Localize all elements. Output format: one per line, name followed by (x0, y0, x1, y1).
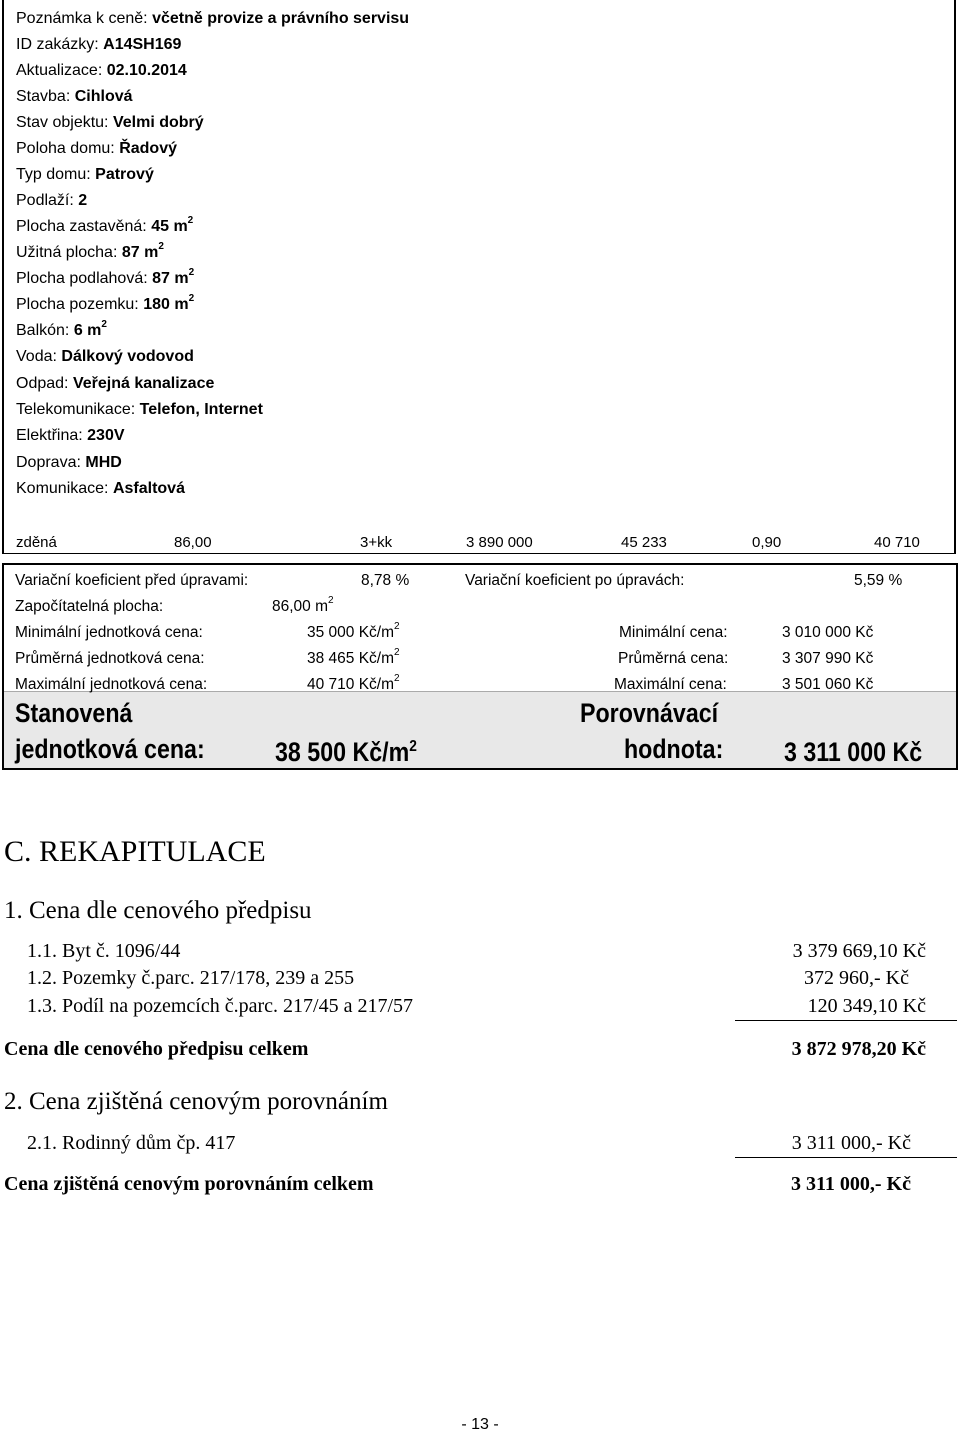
max-unit-label: Maximální jednotková cena: (15, 676, 208, 693)
property-label: Užitná plocha: (16, 244, 118, 261)
total2-label: Cena zjištěná cenovým porovnáním celkem (4, 1173, 374, 1195)
recap-item-label: 1.2. Pozemky č.parc. 217/178, 239 a 255 (27, 967, 355, 989)
property-label: Komunikace: (16, 480, 109, 497)
property-label: Stavba: (16, 88, 71, 105)
min-value: 3 010 000 Kč (782, 624, 874, 641)
superscript: 2 (158, 241, 164, 252)
superscript: 2 (328, 595, 334, 606)
property-row (16, 321, 107, 341)
property-label: Aktualizace: (16, 62, 103, 79)
property-value: 6 m (73, 322, 102, 339)
property-value: Velmi dobrý (112, 114, 204, 131)
var-before-label: Variační koeficient před úpravami: (15, 572, 249, 589)
property-row (16, 374, 214, 394)
property-label: Elektřina: (16, 427, 83, 444)
recap-item-label: 1.1. Byt č. 1096/44 (27, 940, 181, 962)
area-value: 86,00 m (272, 598, 329, 615)
comparative-label-2: hodnota: (624, 734, 724, 764)
superscript: 2 (188, 267, 195, 278)
comparison-cell: 3+kk (360, 534, 393, 551)
area-value-wrap (272, 595, 334, 616)
var-after-value: 5,59 % (854, 572, 903, 589)
superscript: 2 (394, 647, 400, 658)
min-label: Minimální cena: (619, 624, 728, 641)
property-label: Doprava: (16, 454, 81, 471)
property-row (16, 61, 187, 81)
property-value: Cihlová (74, 88, 133, 105)
section1-title: 1. Cena dle cenového předpisu (4, 897, 312, 924)
comparison-cell: 0,90 (752, 534, 782, 551)
property-label: Podlaží: (16, 192, 74, 209)
property-value: 230V (87, 427, 125, 444)
property-label: Typ domu: (16, 166, 91, 183)
property-value: Řadový (119, 140, 177, 157)
set-price-value-wrap (275, 737, 417, 767)
min-unit-wrap (307, 621, 400, 642)
property-info-box (2, 0, 956, 554)
property-row (16, 243, 164, 263)
superscript: 2 (188, 293, 195, 304)
max-label: Maximální cena: (614, 676, 727, 693)
superscript: 2 (394, 673, 400, 684)
property-row (16, 165, 154, 185)
property-label: Odpad: (16, 375, 69, 392)
property-row (16, 479, 185, 499)
property-value: Dálkový vodovod (61, 348, 194, 365)
page-number: - 13 - (461, 1416, 499, 1433)
recap-item-value: 372 960,- Kč (804, 967, 909, 989)
property-label: Balkón: (16, 322, 70, 339)
property-value: včetně provize a právního servisu (152, 10, 410, 27)
property-row (16, 35, 181, 55)
avg-label: Průměrná cena: (618, 650, 729, 667)
area-label: Započítatelná plocha: (15, 598, 164, 615)
property-value: 180 m (143, 296, 189, 313)
property-value: 2 (78, 192, 88, 209)
comparison-cell: 40 710 (874, 534, 920, 551)
total1-value: 3 872 978,20 Kč (791, 1038, 926, 1060)
set-price-label-1: Stanovená (15, 698, 133, 728)
property-row (16, 113, 204, 133)
recap-item-value: 120 349,10 Kč (807, 995, 926, 1017)
total2-value: 3 311 000,- Kč (791, 1173, 911, 1195)
max-value: 3 501 060 Kč (782, 676, 874, 693)
min-unit-label: Minimální jednotková cena: (15, 624, 203, 641)
set-price-label-2: jednotková cena: (15, 734, 205, 764)
property-label: Poloha domu: (16, 140, 115, 157)
property-label: Poznámka k ceně: (16, 10, 148, 27)
sum-rule (735, 1020, 957, 1021)
property-label: Telekomunikace: (16, 401, 136, 418)
property-row (16, 87, 133, 107)
property-row (16, 295, 194, 315)
property-row (16, 426, 125, 446)
recap-item-value: 3 379 669,10 Kč (792, 940, 926, 962)
property-row (16, 217, 193, 237)
property-row (16, 191, 87, 211)
property-label: Stav objektu: (16, 114, 109, 131)
property-value: 87 m (152, 270, 189, 287)
set-price-value: 38 500 Kč/m (275, 737, 410, 767)
var-after-label: Variační koeficient po úpravách: (465, 572, 685, 589)
property-label: Plocha zastavěná: (16, 218, 147, 235)
property-value: Telefon, Internet (139, 401, 263, 418)
superscript: 2 (187, 215, 194, 226)
min-unit-value: 35 000 Kč/m (307, 624, 395, 641)
property-label: ID zakázky: (16, 36, 99, 53)
property-label: Plocha pozemku: (16, 296, 139, 313)
property-row (16, 347, 194, 367)
property-label: Plocha podlahová: (16, 270, 148, 287)
property-value: Veřejná kanalizace (72, 375, 215, 392)
recap-item-label: 2.1. Rodinný dům čp. 417 (27, 1132, 236, 1154)
superscript: 2 (394, 621, 400, 632)
property-value: A14SH169 (103, 36, 182, 53)
avg-unit-label: Průměrná jednotková cena: (15, 650, 205, 667)
property-value: Patrový (95, 166, 154, 183)
avg-value: 3 307 990 Kč (782, 650, 874, 667)
comparison-cell: 3 890 000 (466, 534, 533, 551)
property-value: 87 m (121, 244, 159, 261)
property-value: Asfaltová (112, 480, 185, 497)
superscript: 2 (409, 738, 417, 755)
comparison-cell: 86,00 (174, 534, 212, 551)
calculation-box (2, 563, 958, 770)
property-value: 02.10.2014 (106, 62, 187, 79)
section2-title: 2. Cena zjištěná cenovým porovnáním (4, 1088, 388, 1115)
property-row (16, 139, 177, 159)
max-unit-wrap (307, 673, 400, 694)
max-unit-value: 40 710 Kč/m (307, 676, 395, 693)
property-row (16, 453, 122, 473)
property-row (16, 400, 263, 420)
property-value: 45 m (151, 218, 188, 235)
recap-title: C. REKAPITULACE (4, 835, 266, 868)
avg-unit-value: 38 465 Kč/m (307, 650, 395, 667)
sum-rule (735, 1157, 957, 1158)
recap-item-value: 3 311 000,- Kč (791, 1132, 911, 1154)
property-value: MHD (85, 454, 122, 471)
avg-unit-wrap (307, 647, 400, 668)
property-row (16, 269, 194, 289)
property-row (16, 9, 409, 29)
comparison-cell: zděná (16, 534, 57, 551)
superscript: 2 (101, 319, 107, 330)
comparison-cell: 45 233 (621, 534, 667, 551)
var-before-value: 8,78 % (361, 572, 410, 589)
property-label: Voda: (16, 348, 57, 365)
comparative-label-1: Porovnávací (580, 698, 719, 728)
comparative-value: 3 311 000 Kč (784, 737, 923, 767)
recap-item-label: 1.3. Podíl na pozemcích č.parc. 217/45 a 217/57 (27, 995, 414, 1017)
total1-label: Cena dle cenového předpisu celkem (4, 1038, 309, 1060)
